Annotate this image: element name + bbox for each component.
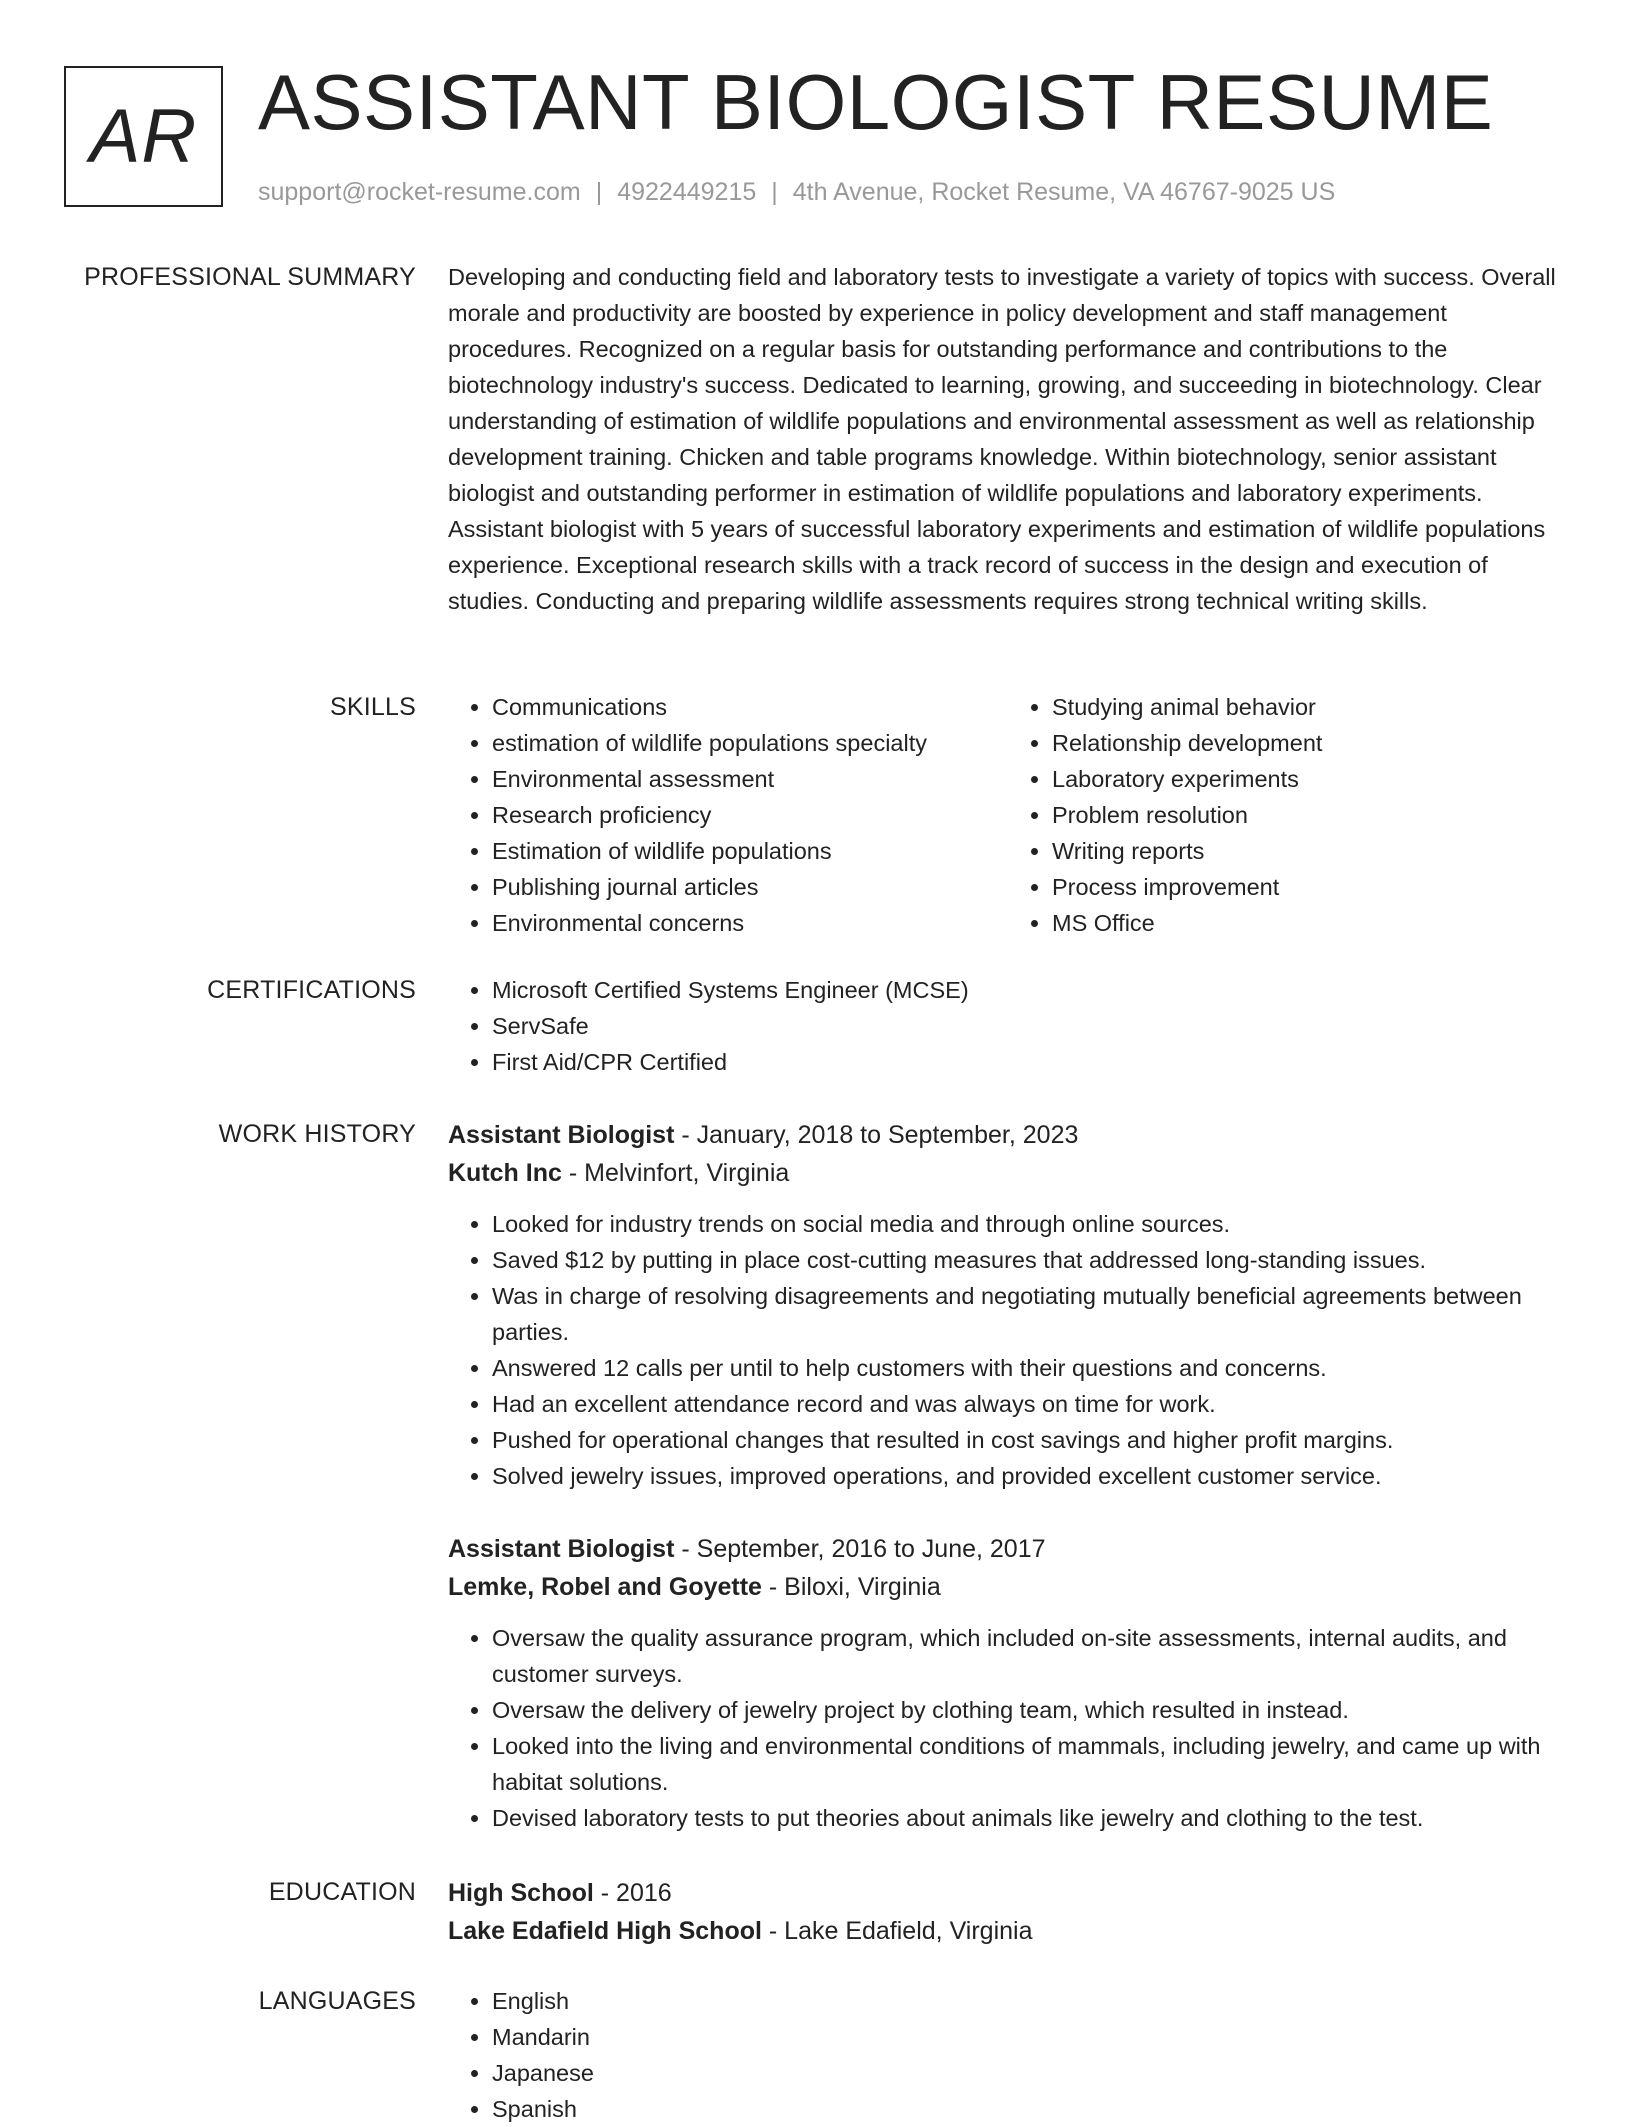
skill-item: • estimation of wildlife populations specialty <box>492 725 1008 761</box>
job-entry <box>448 1530 1568 1836</box>
skill-item: • Laboratory experiments <box>1052 761 1568 797</box>
job-bullet: • Answered 12 calls per until to help customers with their questions and concerns. <box>492 1350 1568 1386</box>
certifications-list <box>448 972 1568 1080</box>
job-company-line <box>448 1154 1568 1192</box>
contact-separator: | <box>771 178 778 206</box>
resume-title: ASSISTANT BIOLOGIST RESUME <box>258 58 1494 146</box>
section-label-summary: PROFESSIONAL SUMMARY <box>84 263 416 291</box>
language-item: • Mandarin <box>492 2019 1568 2055</box>
monogram-badge <box>64 66 223 207</box>
summary-text: Developing and conducting field and laboratory tests to investigate a variety of topics with success. Overall morale and productivity are boosted by experience in policy development and staff management procedures. Recognized on a regular basis for outstanding performance and contributions to the biotechnology industry's success. Dedicated to learning, growing, and succeeding in biotechnology. Clear understanding of estimation of wildlife populations and environmental assessment as well as relationship development training. Chicken and table programs knowledge. Within biotechnology, senior assistant biologist and outstanding performer in estimation of wildlife populations and laboratory experiments. Assistant biologist with 5 years of successful laboratory experiments and estimation of wildlife populations experience. Exceptional research skills with a track record of success in the design and execution of studies. Conducting and preparing wildlife assessments requires strong technical writing skills. <box>448 264 1556 614</box>
section-label-education: EDUCATION <box>268 1878 416 1906</box>
job-dates: - January, 2018 to September, 2023 <box>674 1121 1079 1149</box>
language-item: • Spanish <box>492 2091 1568 2127</box>
job-title-line <box>448 1530 1568 1568</box>
job-bullet: • Saved $12 by putting in place cost-cutting measures that addressed long-standing issues. <box>492 1242 1568 1278</box>
job-bullet: • Oversaw the quality assurance program, which included on-site assessments, internal audits, and customer surveys. <box>492 1620 1568 1692</box>
job-location: - Melvinfort, Virginia <box>561 1159 790 1187</box>
section-label-skills: SKILLS <box>330 693 416 721</box>
job-bullet: • Pushed for operational changes that resulted in cost savings and higher profit margins. <box>492 1422 1568 1458</box>
certification-item: • ServSafe <box>492 1008 1568 1044</box>
skill-item: • Studying animal behavior <box>1052 689 1568 725</box>
education-school-line <box>448 1912 1568 1950</box>
skill-item: • Relationship development <box>1052 725 1568 761</box>
job-dates: - September, 2016 to June, 2017 <box>674 1535 1046 1563</box>
education-location: - Lake Edafield, Virginia <box>761 1917 1033 1945</box>
skills-list-left <box>448 689 1008 941</box>
job-bullet: • Looked into the living and environmental conditions of mammals, including jewelry, and came up with habitat solutions. <box>492 1728 1568 1800</box>
languages-content <box>448 1983 1568 2127</box>
skill-item: • Environmental assessment <box>492 761 1008 797</box>
job-bullet: • Was in charge of resolving disagreements and negotiating mutually beneficial agreements between parties. <box>492 1278 1568 1350</box>
job-bullet: • Oversaw the delivery of jewelry project by clothing team, which resulted in instead. <box>492 1692 1568 1728</box>
contact-email[interactable]: support@rocket-resume.com <box>258 178 581 206</box>
section-label-work-history: WORK HISTORY <box>218 1120 416 1148</box>
work-history-content <box>448 1116 1568 1836</box>
skill-item: • Problem resolution <box>1052 797 1568 833</box>
education-degree: High School <box>448 1879 594 1907</box>
monogram-initials: AR <box>89 94 198 179</box>
job-bullets <box>448 1206 1568 1494</box>
contact-line <box>258 176 1335 208</box>
education-content <box>448 1874 1568 1950</box>
job-company: Kutch Inc <box>448 1159 562 1187</box>
language-item: • Japanese <box>492 2055 1568 2091</box>
contact-address: 4th Avenue, Rocket Resume, VA 46767-9025 US <box>792 178 1336 206</box>
skill-item: • MS Office <box>1052 905 1568 941</box>
education-degree-line <box>448 1874 1568 1912</box>
certification-item: • First Aid/CPR Certified <box>492 1044 1568 1080</box>
certifications-content <box>448 972 1568 1080</box>
skill-item: • Environmental concerns <box>492 905 1008 941</box>
skills-list-right <box>1008 689 1568 941</box>
skill-item: • Communications <box>492 689 1008 725</box>
skill-item: • Process improvement <box>1052 869 1568 905</box>
skill-item: • Research proficiency <box>492 797 1008 833</box>
job-company: Lemke, Robel and Goyette <box>448 1573 762 1601</box>
skill-item: • Publishing journal articles <box>492 869 1008 905</box>
job-bullet: • Devised laboratory tests to put theories about animals like jewelry and clothing to the test. <box>492 1800 1568 1836</box>
languages-list <box>448 1983 1568 2127</box>
skill-item: • Estimation of wildlife populations <box>492 833 1008 869</box>
job-bullet: • Solved jewelry issues, improved operations, and provided excellent customer service. <box>492 1458 1568 1494</box>
job-bullet: • Looked for industry trends on social media and through online sources. <box>492 1206 1568 1242</box>
job-location: - Biloxi, Virginia <box>761 1573 941 1601</box>
contact-separator: | <box>595 178 603 206</box>
language-item: • English <box>492 1983 1568 2019</box>
section-label-certifications: CERTIFICATIONS <box>207 976 416 1004</box>
skill-item: • Writing reports <box>1052 833 1568 869</box>
section-label-languages: LANGUAGES <box>258 1987 416 2015</box>
job-company-line <box>448 1568 1568 1606</box>
education-school: Lake Edafield High School <box>448 1917 762 1945</box>
job-title: Assistant Biologist <box>448 1121 675 1149</box>
skills-content <box>448 689 1568 941</box>
job-bullets <box>448 1620 1568 1836</box>
job-title: Assistant Biologist <box>448 1535 675 1563</box>
job-entry <box>448 1116 1568 1494</box>
certification-item: • Microsoft Certified Systems Engineer (MCSE) <box>492 972 1568 1008</box>
summary-content <box>448 259 1568 619</box>
job-title-line <box>448 1116 1568 1154</box>
contact-phone[interactable]: 4922449215 <box>617 178 757 206</box>
job-bullet: • Had an excellent attendance record and was always on time for work. <box>492 1386 1568 1422</box>
education-year: - 2016 <box>593 1879 672 1907</box>
